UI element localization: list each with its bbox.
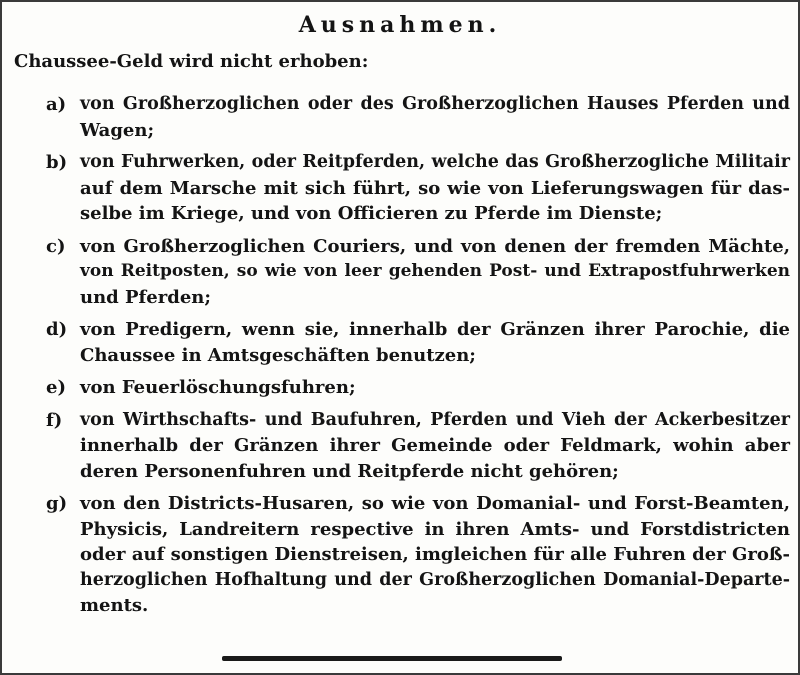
section-heading: Ausnahmen. [298,12,502,38]
item-marker: d) [46,319,68,340]
item-text-line: von Großherzoglichen Couriers, und von denen der fremden Mächte, [80,235,790,257]
item-text-line: herzoglichen Hofhaltung und der Großherzoglichen Domanial-Departe- [80,569,790,590]
item-text-line: ments. [80,595,149,616]
item-text-line: Physicis, Landreitern respective in ihren Amts- und Forstdistricten [80,518,790,540]
item-marker: b) [46,152,68,173]
item-marker: e) [46,377,66,398]
item-text-line: von Fuhrwerken, oder Reitpferden, welche das Großherzogliche Militair [80,152,790,172]
item-text-line: selbe im Kriege, und von Officieren zu Pferde im Dienste; [80,203,663,224]
exemption-item [12,491,790,619]
item-marker: g) [46,493,68,514]
exemption-item [12,317,790,368]
exemption-item [12,408,790,485]
item-text-line: oder auf sonstigen Dienstreisen, imgleichen für alle Fuhren der Groß- [80,544,790,565]
item-text-line: deren Personenfuhren und Reitpferde nicht gehören; [80,460,619,482]
item-marker: c) [46,235,66,257]
exemption-item [12,375,790,401]
item-text-line: von Reitposten, so wie von leer gehenden Post- und Extrapostfuhrwerken [80,261,790,281]
closing-rule [222,656,562,661]
item-text-line: Chaussee in Amtsgeschäften benutzen; [80,344,476,366]
exemption-item [12,234,790,311]
intro-sentence: Chaussee-Geld wird nicht erhoben: [14,51,369,72]
item-text-line: und Pferden; [80,286,212,308]
item-text-line: von Großherzoglichen oder des Großherzoglichen Hauses Pferden und [80,94,790,114]
item-text-line: auf dem Marsche mit sich führt, so wie von Lieferungswagen für das- [80,177,790,199]
item-text-line: von Wirthschafts- und Baufuhren, Pferden und Vieh der Ackerbesitzer [80,409,790,430]
item-marker: a) [46,94,67,115]
item-text-line: Wagen; [80,119,155,141]
exemption-item [12,92,790,143]
item-text-line: innerhalb der Gränzen ihrer Gemeinde oder Feldmark, wohin aber [80,435,790,456]
item-text-line: von Feuerlöschungsfuhren; [80,377,356,398]
item-text-line: von Predigern, wenn sie, innerhalb der Gränzen ihrer Parochie, die [80,319,790,340]
item-text-line: von den Districts-Husaren, so wie von Domanial- und Forst-Beamten, [80,493,790,514]
item-marker: f) [46,409,63,431]
exemption-item [12,150,790,227]
exemption-list [12,92,790,626]
